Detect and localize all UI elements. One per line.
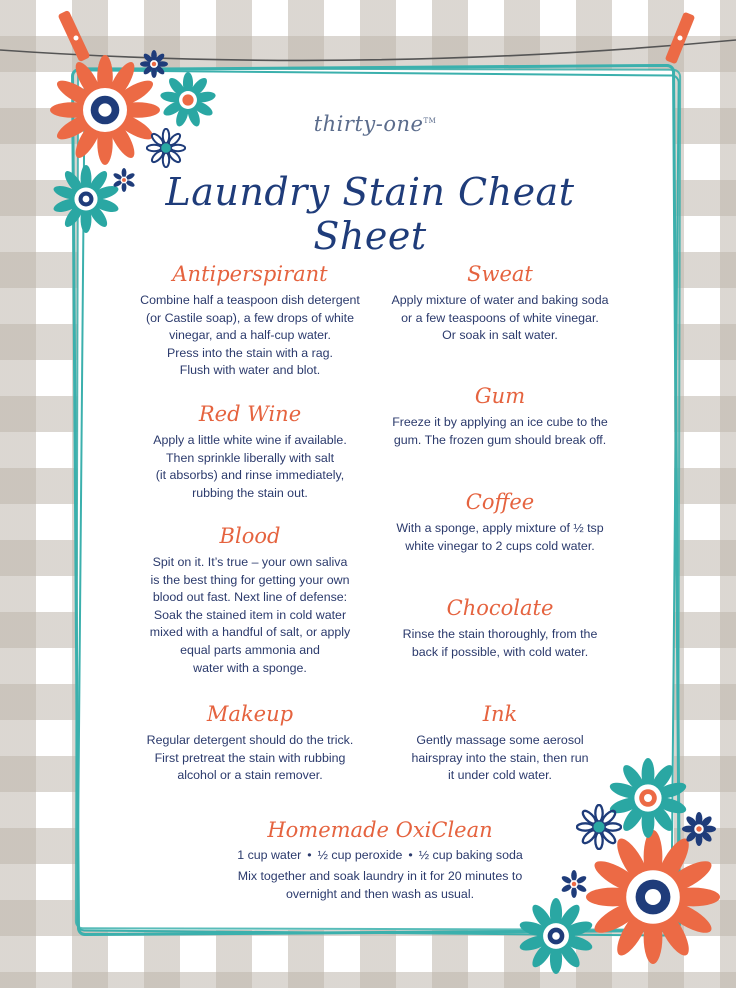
- flower-icon: [146, 128, 186, 168]
- stain-item-coffee: [380, 490, 620, 555]
- stain-item-chocolate: [380, 596, 620, 661]
- stain-heading: Antiperspirant: [172, 262, 328, 286]
- stain-heading: Ink: [482, 702, 518, 726]
- separator: •: [408, 848, 413, 862]
- stain-item-blood: [130, 524, 370, 677]
- flower-icon: [586, 830, 720, 964]
- oxiclean-heading: Homemade OxiClean: [267, 818, 493, 842]
- ingredient: ½ cup peroxide: [317, 848, 403, 862]
- stain-item-ink: [380, 702, 620, 785]
- stain-heading: Chocolate: [446, 596, 554, 620]
- separator: •: [307, 848, 312, 862]
- stain-heading: Red Wine: [198, 402, 302, 426]
- stain-instructions: Apply mixture of water and baking soda or a few teaspoons of white vinegar. Or soak in salt water.: [391, 293, 609, 343]
- brand-logo: [300, 112, 450, 136]
- stain-heading: Sweat: [467, 262, 533, 286]
- stain-instructions: Regular detergent should do the trick. First pretreat the stain with rubbing alcohol or a stain remover.: [146, 733, 354, 783]
- stain-heading: Coffee: [465, 490, 535, 514]
- stain-item-antiperspirant: [130, 262, 370, 380]
- stain-instructions: Apply a little white wine if available. Then sprinkle liberally with salt (it absorbs) and rinse immediately, rubbing the stain out.: [153, 433, 347, 500]
- oxiclean-instructions: Mix together and soak laundry in it for 20 minutes to overnight and then wash as usual.: [237, 869, 523, 901]
- stain-item-sweat: [380, 262, 620, 345]
- stain-heading: Makeup: [206, 702, 294, 726]
- ingredient: ½ cup baking soda: [418, 848, 523, 862]
- clothespin-icon: [665, 12, 696, 65]
- flower-icon: [140, 50, 168, 78]
- flower-icon: [160, 72, 216, 128]
- stain-instructions: Rinse the stain thoroughly, from the back if possible, with cold water.: [402, 627, 598, 659]
- stain-instructions: Freeze it by applying an ice cube to the gum. The frozen gum should break off.: [392, 415, 608, 447]
- page-title: Laundry Stain Cheat Sheet: [165, 170, 575, 258]
- stain-instructions: Spit on it. It’s true – your own saliva is the best thing for getting your own blood out fast. Next line of defense: Soak the stained item in cold water mixed with a handful of salt, or apply equal parts ammonia and water with a sponge.: [149, 555, 351, 675]
- stain-item-red-wine: [130, 402, 370, 502]
- ingredient-list: [180, 848, 580, 862]
- flower-icon: [576, 804, 622, 850]
- brand-name: thirty-one: [313, 112, 424, 136]
- oxiclean-recipe: [180, 818, 580, 903]
- stain-heading: Gum: [474, 384, 526, 408]
- ingredient: 1 cup water: [237, 848, 302, 862]
- stain-item-makeup: [130, 702, 370, 785]
- stain-instructions: Gently massage some aerosol hairspray into the stain, then run it under cold water.: [411, 733, 589, 783]
- trademark: TM: [423, 117, 437, 125]
- flower-icon: [682, 812, 716, 846]
- flower-icon: [518, 898, 594, 974]
- stain-item-gum: [380, 384, 620, 449]
- stain-heading: Blood: [219, 524, 281, 548]
- stain-instructions: With a sponge, apply mixture of ½ tsp white vinegar to 2 cups cold water.: [396, 521, 604, 553]
- stain-instructions: Combine half a teaspoon dish detergent (or Castile soap), a few drops of white vinegar, and a half-cup water. Press into the stain with a rag. Flush with water and blot.: [140, 293, 360, 378]
